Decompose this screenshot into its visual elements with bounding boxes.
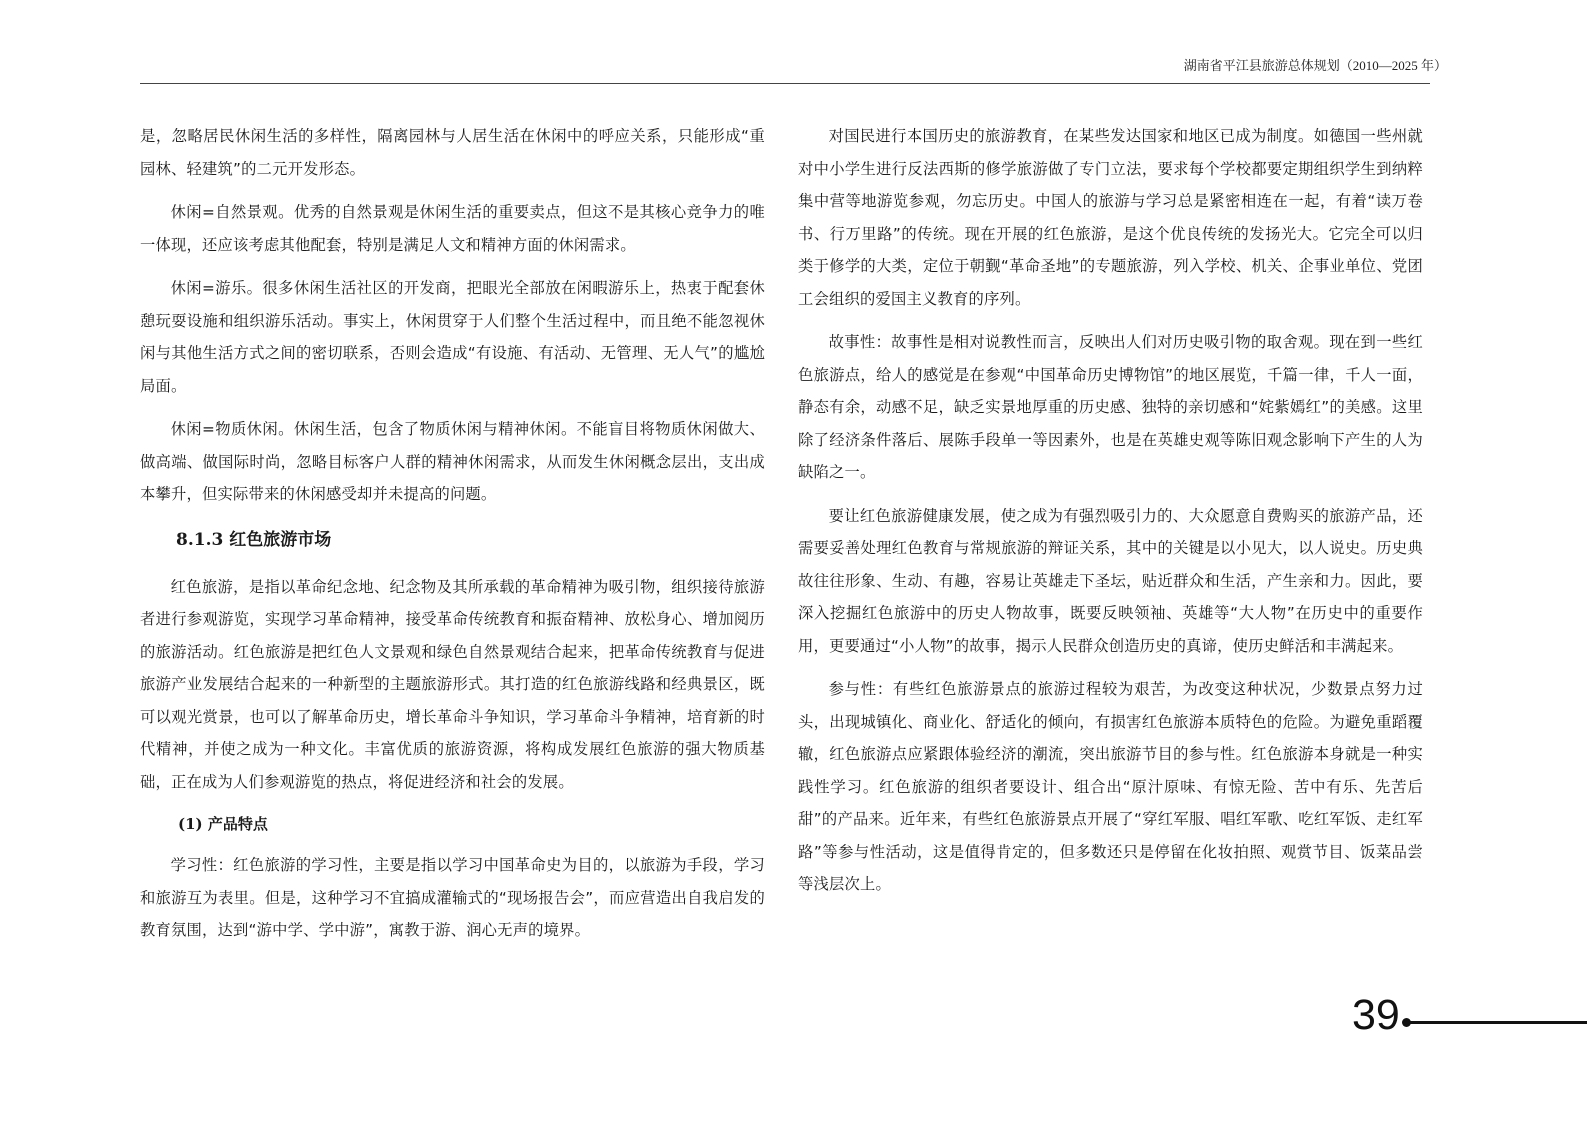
page-number: 39: [1352, 991, 1400, 1039]
paragraph: 是，忽略居民休闲生活的多样性，隔离园林与人居生活在休闲中的呼应关系，只能形成“重园林、轻建筑”的二元开发形态。: [140, 127, 765, 178]
header-rule: [140, 83, 1430, 84]
paragraph: 休闲=物质休闲。休闲生活，包含了物质休闲与精神休闲。不能盲目将物质休闲做大、做高端、做国际时尚，忽略目标客户人群的精神休闲需求，从而发生休闲概念层出，支出成本攀升，但实际带来的休闲感受却并未提高的问题。: [140, 420, 765, 503]
paragraph: 休闲=游乐。很多休闲生活社区的开发商，把眼光全部放在闲暇游乐上，热衷于配套休憩玩耍设施和组织游乐活动。事实上，休闲贯穿于人们整个生活过程中，而且绝不能忽视休闲与其他生活方式之间的密切联系，否则会造成“有设施、有活动、无管理、无人气”的尴尬局面。: [140, 279, 765, 395]
paragraph: 故事性：故事性是相对说教性而言，反映出人们对历史吸引物的取舍观。现在到一些红色旅游点，给人的感觉是在参观“中国革命历史博物馆”的地区展览，千篇一律，千人一面，静态有余，动感不足，缺乏实景地厚重的历史感、独特的亲切感和“姹紫嫣红”的美感。这里除了经济条件落后、展陈手段单一等因素外，也是在英雄史观等陈旧观念影响下产生的人为缺陷之一。: [798, 333, 1423, 481]
paragraph: 参与性：有些红色旅游景点的旅游过程较为艰苦，为改变这种状况，少数景点努力过头，出现城镇化、商业化、舒适化的倾向，有损害红色旅游本质特色的危险。为避免重蹈覆辙，红色旅游点应紧跟体验经济的潮流，突出旅游节目的参与性。红色旅游本身就是一种实践性学习。红色旅游的组织者要设计、组合出“原汁原味、有惊无险、苦中有乐、先苦后甜”的产品来。近年来，有些红色旅游景点开展了“穿红军服、唱红军歌、吃红军饭、走红军路”等参与性活动，这是值得肯定的，但多数还只是停留在化妆拍照、观赏节目、饭菜品尝等浅层次上。: [798, 680, 1423, 893]
paragraph: 休闲=自然景观。优秀的自然景观是休闲生活的重要卖点，但这不是其核心竞争力的唯一体现，还应该考虑其他配套，特别是满足人文和精神方面的休闲需求。: [140, 203, 765, 254]
left-column: [140, 120, 765, 958]
page-number-rule: [1408, 1021, 1587, 1024]
paragraph: 要让红色旅游健康发展，使之成为有强烈吸引力的、大众愿意自费购买的旅游产品，还需要妥善处理红色教育与常规旅游的辩证关系，其中的关键是以小见大，以人说史。历史典故往往形象、生动、有趣，容易让英雄走下圣坛，贴近群众和生活，产生亲和力。因此，要深入挖掘红色旅游中的历史人物故事，既要反映领袖、英雄等“大人物”在历史中的重要作用，更要通过“小人物”的故事，揭示人民群众创造历史的真谛，使历史鲜活和丰满起来。: [798, 506, 1423, 655]
section-heading: 8.1.3 红色旅游市场: [176, 529, 332, 550]
right-column: [798, 120, 1423, 912]
sub-heading: (1) 产品特点: [178, 815, 268, 833]
paragraph: 红色旅游，是指以革命纪念地、纪念物及其所承载的革命精神为吸引物，组织接待旅游者进行参观游览，实现学习革命精神，接受革命传统教育和振奋精神、放松身心、增加阅历的旅游活动。红色旅游是把红色人文景观和绿色自然景观结合起来，把革命传统教育与促进旅游产业发展结合起来的一种新型的主题旅游形式。其打造的红色旅游线路和经典景区，既可以观光赏景，也可以了解革命历史，增长革命斗争知识，学习革命斗争精神，培育新的时代精神，并使之成为一种文化。丰富优质的旅游资源，将构成发展红色旅游的强大物质基础，正在成为人们参观游览的热点，将促进经济和社会的发展。: [140, 577, 765, 791]
paragraph: 对国民进行本国历史的旅游教育，在某些发达国家和地区已成为制度。如德国一些州就对中小学生进行反法西斯的修学旅游做了专门立法，要求每个学校都要定期组织学生到纳粹集中营等地游览参观，勿忘历史。中国人的旅游与学习总是紧密相连在一起，有着“读万卷书、行万里路”的传统。现在开展的红色旅游，是这个优良传统的发扬光大。它完全可以归类于修学的大类，定位于朝觐“革命圣地”的专题旅游，列入学校、机关、企事业单位、党团工会组织的爱国主义教育的序列。: [798, 127, 1423, 308]
running-header: 湖南省平江县旅游总体规划（2010—2025 年）: [1183, 58, 1447, 73]
paragraph: 学习性：红色旅游的学习性，主要是指以学习中国革命史为目的，以旅游为手段，学习和旅游互为表里。但是，这种学习不宜搞成灌输式的“现场报告会”，而应营造出自我启发的教育氛围，达到“游中学、学中游”，寓教于游、润心无声的境界。: [140, 856, 765, 939]
